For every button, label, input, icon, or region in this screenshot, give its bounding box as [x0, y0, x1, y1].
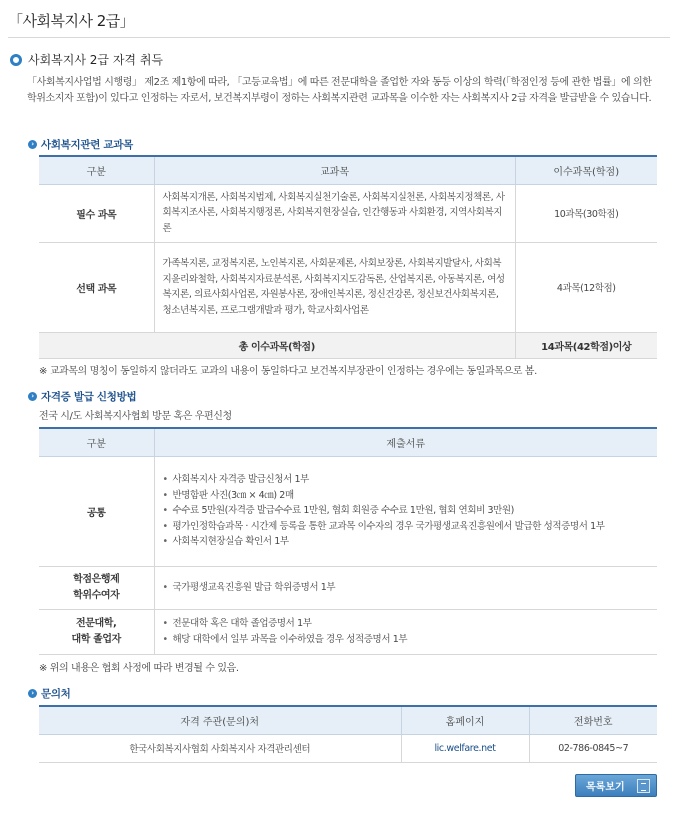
courses-header-row: [39, 156, 657, 184]
application-header-category: 구분: [39, 428, 154, 456]
courses-heading-label: 사회복지관련 교과목: [41, 139, 133, 151]
table-row: [39, 242, 657, 332]
list-item: • 사회복지현장실습 확인서 1부: [163, 534, 650, 550]
intro-paragraph: 「사회복지사업법 시행령」 제2조 제1항에 따라, 「고등교육법」에 따른 전문대학을 졸업한 자와 동등 이상의 학력(「학점인정 등에 관한 법률」에 의한 학위소지자 포함)이 있다고 인정하는 자로서, 보건복지부령이 정하는 사회복지관련 교과목을 이수한 자는 사회복지사 2급 자격을 발급받을 수 있습니다.: [27, 77, 652, 104]
application-desc: 전국 시/도 사회복지사협회 방문 혹은 우편신청: [39, 411, 232, 422]
application-heading-label: 자격증 발급 신청방법: [41, 391, 137, 403]
application-docs: [154, 609, 657, 654]
list-item: • 사회복지사 자격증 발급신청서 1부: [163, 472, 650, 488]
contact-header-row: [39, 706, 657, 734]
contact-heading: [28, 686, 71, 701]
application-note: ※ 위의 내용은 협회 사정에 따라 변경될 수 있음.: [39, 663, 239, 674]
contact-table: [39, 705, 657, 763]
application-heading: [28, 389, 136, 404]
course-credits: 10과목(30학점): [515, 184, 657, 242]
contact-header-homepage: 홈페이지: [401, 706, 529, 734]
course-category: 필수 과목: [39, 184, 154, 242]
list-item: • 평가인정학습과목 · 시간제 등록을 통한 교과목 이수자의 경우 국가평생교육진흥원에서 발급한 성적증명서 1부: [163, 519, 650, 535]
contact-phone: 02-786-0845~7: [529, 734, 657, 762]
table-row: [39, 456, 657, 566]
application-table: [39, 427, 657, 655]
application-header-row: [39, 428, 657, 456]
category-line: 전문대학,: [76, 617, 117, 629]
table-row: [39, 184, 657, 242]
sub-bullet-icon: ›: [28, 392, 37, 401]
contact-org: 한국사회복지사협회 사회복지사 자격관리센터: [39, 734, 401, 762]
application-category: [39, 566, 154, 609]
table-row: [39, 734, 657, 762]
page-title: 「사회복지사 2급」: [8, 12, 135, 30]
course-subjects: 가족복지론, 교정복지론, 노인복지론, 사회문제론, 사회보장론, 사회복지발달사, 사회복지윤리와철학, 사회복지자료분석론, 사회복지지도감독론, 산업복지론, 아동복지론, 여성복지론, 의료사회사업론, 자원봉사론, 장애인복지론, 정신건강론, 정신보건사회복지론, 청소년복지론, 프로그램개발과 평가, 학교사회사업론: [154, 242, 515, 332]
courses-table: [39, 155, 657, 359]
sub-bullet-icon: ›: [28, 140, 37, 149]
list-item: • 반명함판 사진(3㎝ × 4㎝) 2매: [163, 488, 650, 504]
title-divider: [8, 37, 670, 38]
sub-bullet-icon: ›: [28, 689, 37, 698]
course-subjects: 사회복지개론, 사회복지법제, 사회복지실천기술론, 사회복지실천론, 사회복지정책론, 사회복지조사론, 사회복지행정론, 사회복지현장실습, 인간행동과 사회환경, 지역사회복지론: [154, 184, 515, 242]
application-category: [39, 609, 154, 654]
courses-header-category: 구분: [39, 156, 154, 184]
course-category: 선택 과목: [39, 242, 154, 332]
contact-header-org: 자격 주관(문의)처: [39, 706, 401, 734]
table-row: [39, 609, 657, 654]
section-title: 사회복지사 2급 자격 취득: [28, 53, 163, 67]
courses-heading: [28, 137, 133, 152]
section-heading: [10, 51, 163, 68]
homepage-link[interactable]: lic.welfare.net: [401, 734, 529, 762]
ring-bullet-icon: [10, 54, 22, 66]
courses-header-credits: 이수과목(학점): [515, 156, 657, 184]
list-button-label: 목록보기: [586, 782, 625, 793]
contact-header-phone: 전화번호: [529, 706, 657, 734]
application-docs: [154, 456, 657, 566]
list-item: • 전문대학 혹은 대학 졸업증명서 1부: [163, 616, 650, 632]
list-icon: [637, 779, 650, 793]
category-line: 학점은행제: [73, 573, 120, 585]
courses-note: ※ 교과목의 명칭이 동일하지 않더라도 교과의 내용이 동일하다고 보건복지부장관이 인정하는 경우에는 동일과목으로 봄.: [39, 366, 537, 377]
total-value: 14과목(42학점)이상: [515, 332, 657, 358]
list-item: • 해당 대학에서 일부 과목을 이수하였을 경우 성적증명서 1부: [163, 632, 650, 648]
list-item: • 수수료 5만원(자격증 발급수수료 1만원, 협회 회원증 수수료 1만원, 협회 연회비 3만원): [163, 503, 650, 519]
table-row: [39, 566, 657, 609]
course-credits: 4과목(12학점): [515, 242, 657, 332]
application-category: 공통: [39, 456, 154, 566]
courses-total-row: [39, 332, 657, 358]
list-button[interactable]: [575, 774, 657, 797]
application-docs: [154, 566, 657, 609]
contact-heading-label: 문의처: [41, 688, 71, 700]
application-header-docs: 제출서류: [154, 428, 657, 456]
total-label: 총 이수과목(학점): [39, 332, 515, 358]
courses-header-subjects: 교과목: [154, 156, 515, 184]
category-line: 대학 졸업자: [71, 633, 121, 645]
list-item: • 국가평생교육진흥원 발급 학위증명서 1부: [163, 580, 650, 596]
category-line: 학위수여자: [73, 589, 120, 601]
